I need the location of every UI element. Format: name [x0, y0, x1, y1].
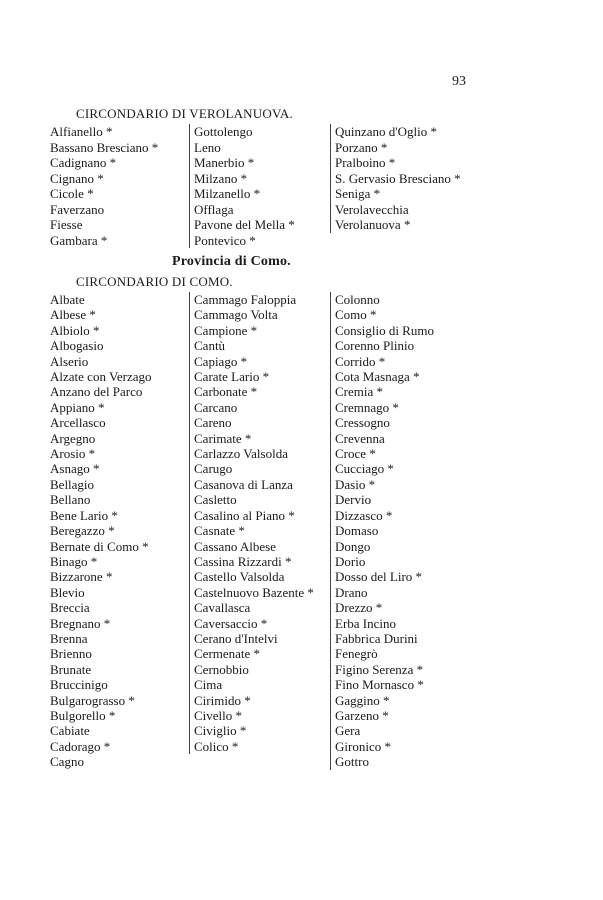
municipality-entry: Gottro — [335, 754, 369, 770]
verolanuova-column-1 — [50, 124, 158, 248]
municipality-entry: Cassina Rizzardi * — [194, 553, 292, 569]
municipality-entry: Bene Lario * — [50, 507, 118, 523]
heading-circondario-verolanuova: CIRCONDARIO DI VEROLANUOVA. — [76, 106, 293, 121]
municipality-entry: Civello * — [194, 707, 243, 723]
municipality-entry: Bassano Bresciano * — [50, 139, 159, 155]
municipality-entry: Breccia — [50, 600, 90, 616]
municipality-entry: Gera — [335, 723, 361, 739]
municipality-entry: Cucciago * — [335, 461, 394, 477]
municipality-entry: Cantù — [194, 338, 226, 354]
verolanuova-column-2 — [189, 124, 295, 248]
municipality-entry: Manerbio * — [194, 155, 255, 170]
municipality-entry: Seniga * — [335, 186, 381, 201]
municipality-entry: Alserio — [50, 353, 89, 369]
municipality-entry: Bizzarone * — [50, 569, 113, 585]
municipality-entry: Anzano del Parco — [50, 384, 143, 400]
municipality-entry: Colonno — [335, 292, 380, 307]
heading-provincia-como: Provincia di Como. — [172, 254, 291, 269]
municipality-entry: Fenegrò — [335, 646, 378, 662]
municipality-entry: Cavallasca — [194, 600, 251, 616]
municipality-entry: Verolanuova * — [335, 217, 411, 232]
municipality-entry: Cima — [194, 677, 223, 693]
municipality-entry: Carugo — [194, 461, 233, 477]
municipality-entry: Cagno — [50, 754, 84, 770]
municipality-entry: Albese * — [50, 307, 96, 323]
municipality-entry: Appiano * — [50, 399, 105, 415]
municipality-entry: Carimate * — [194, 430, 252, 446]
municipality-entry: Alfianello * — [50, 124, 113, 139]
municipality-entry: Carbonate * — [194, 384, 258, 400]
municipality-entry: Blevio — [50, 584, 85, 600]
municipality-entry: Bellano — [50, 492, 91, 508]
municipality-entry: Dongo — [335, 538, 371, 554]
municipality-entry: Dasio * — [335, 476, 376, 492]
municipality-entry: Bernate di Como * — [50, 538, 149, 554]
municipality-entry: Bulgarograsso * — [50, 692, 135, 708]
municipality-entry: Milzanello * — [194, 186, 261, 201]
municipality-entry: Casanova di Lanza — [194, 476, 293, 492]
verolanuova-column-3 — [330, 124, 461, 233]
municipality-entry: Gironico * — [335, 738, 391, 754]
municipality-entry: Brienno — [50, 646, 92, 662]
municipality-entry: Fiesse — [50, 217, 83, 232]
municipality-entry: Cadignano * — [50, 155, 117, 170]
municipality-entry: Cassano Albese — [194, 538, 276, 554]
page-number: 93 — [452, 74, 466, 89]
municipality-entry: Colico * — [194, 738, 239, 754]
municipality-entry: Fino Mornasco * — [335, 677, 424, 693]
municipality-entry: Bruccinigo — [50, 677, 108, 693]
municipality-entry: Dosso del Liro * — [335, 569, 423, 585]
municipality-entry: Consiglio di Rumo — [335, 322, 434, 338]
municipality-entry: Pontevico * — [194, 232, 256, 248]
municipality-entry: Gambara * — [50, 232, 108, 248]
municipality-entry: Como * — [335, 307, 377, 323]
municipality-entry: Cignano * — [50, 170, 104, 186]
municipality-entry: Cammago Faloppia — [194, 292, 297, 307]
municipality-entry: Asnago * — [50, 461, 100, 477]
municipality-entry: Casnate * — [194, 523, 245, 539]
municipality-entry: Albate — [50, 292, 85, 307]
municipality-entry: Carate Lario * — [194, 369, 270, 385]
municipality-entry: Bregnano * — [50, 615, 111, 631]
municipality-entry: Arosio * — [50, 446, 96, 462]
municipality-entry: Cammago Volta — [194, 307, 278, 323]
como-column-3 — [330, 292, 434, 770]
municipality-entry: Castelnuovo Bazente * — [194, 584, 314, 600]
municipality-entry: Drano — [335, 584, 368, 600]
municipality-entry: Campione * — [194, 322, 258, 338]
municipality-entry: Domaso — [335, 523, 379, 539]
municipality-entry: Castello Valsolda — [194, 569, 285, 585]
municipality-entry: Binago * — [50, 553, 98, 569]
municipality-entry: Civiglio * — [194, 723, 247, 739]
municipality-entry: Carcano — [194, 399, 238, 415]
municipality-entry: Cabiate — [50, 723, 90, 739]
municipality-entry: Brunate — [50, 661, 92, 677]
municipality-entry: Corenno Plinio — [335, 338, 415, 354]
municipality-entry: Cerano d'Intelvi — [194, 630, 278, 646]
municipality-entry: Porzano * — [335, 139, 388, 155]
como-column-2 — [189, 292, 314, 754]
municipality-entry: Carlazzo Valsolda — [194, 446, 288, 462]
municipality-entry: Brenna — [50, 630, 88, 646]
municipality-entry: Caversaccio * — [194, 615, 268, 631]
municipality-entry: Cota Masnaga * — [335, 369, 420, 385]
municipality-entry: Gaggino * — [335, 692, 390, 708]
municipality-entry: Crevenna — [335, 430, 385, 446]
municipality-entry: Cremia * — [335, 384, 384, 400]
municipality-entry: Figino Serenza * — [335, 661, 424, 677]
municipality-entry: Dizzasco * — [335, 507, 393, 523]
municipality-entry: Leno — [194, 139, 221, 155]
municipality-entry: Faverzano — [50, 201, 105, 217]
municipality-entry: Alzate con Verzago — [50, 369, 152, 385]
municipality-entry: Croce * — [335, 446, 376, 462]
municipality-entry: Offlaga — [194, 201, 234, 217]
municipality-entry: Cernobbio — [194, 661, 249, 677]
municipality-entry: Drezzo * — [335, 600, 383, 616]
municipality-entry: Pralboino * — [335, 155, 396, 170]
municipality-entry: Casletto — [194, 492, 237, 508]
municipality-entry: Arcellasco — [50, 415, 106, 431]
como-column-1 — [50, 292, 152, 770]
municipality-entry: Cressogno — [335, 415, 390, 431]
heading-circondario-como: CIRCONDARIO DI COMO. — [76, 274, 233, 289]
municipality-entry: Dorio — [335, 553, 366, 569]
municipality-entry: Garzeno * — [335, 707, 389, 723]
municipality-entry: Erba Incino — [335, 615, 397, 631]
municipality-entry: Cicole * — [50, 186, 94, 201]
municipality-entry: Corrido * — [335, 353, 386, 369]
municipality-entry: Bellagio — [50, 476, 95, 492]
municipality-entry: Pavone del Mella * — [194, 217, 295, 232]
municipality-entry: Verolavecchia — [335, 201, 409, 217]
municipality-entry: Quinzano d'Oglio * — [335, 124, 437, 139]
municipality-entry: Beregazzo * — [50, 523, 115, 539]
municipality-entry: Cermenate * — [194, 646, 261, 662]
municipality-entry: Albiolo * — [50, 322, 100, 338]
municipality-entry: Gottolengo — [194, 124, 253, 139]
municipality-entry: Careno — [194, 415, 232, 431]
municipality-entry: Cirimido * — [194, 692, 251, 708]
municipality-entry: Milzano * — [194, 170, 248, 186]
municipality-entry: Cadorago * — [50, 738, 111, 754]
municipality-entry: Albogasio — [50, 338, 104, 354]
municipality-entry: Bulgorello * — [50, 707, 116, 723]
municipality-entry: Capiago * — [194, 353, 248, 369]
municipality-entry: Casalino al Piano * — [194, 507, 295, 523]
municipality-entry: S. Gervasio Bresciano * — [335, 170, 461, 186]
municipality-entry: Fabbrica Durini — [335, 630, 418, 646]
municipality-entry: Cremnago * — [335, 399, 399, 415]
municipality-entry: Dervio — [335, 492, 372, 508]
municipality-entry: Argegno — [50, 430, 96, 446]
